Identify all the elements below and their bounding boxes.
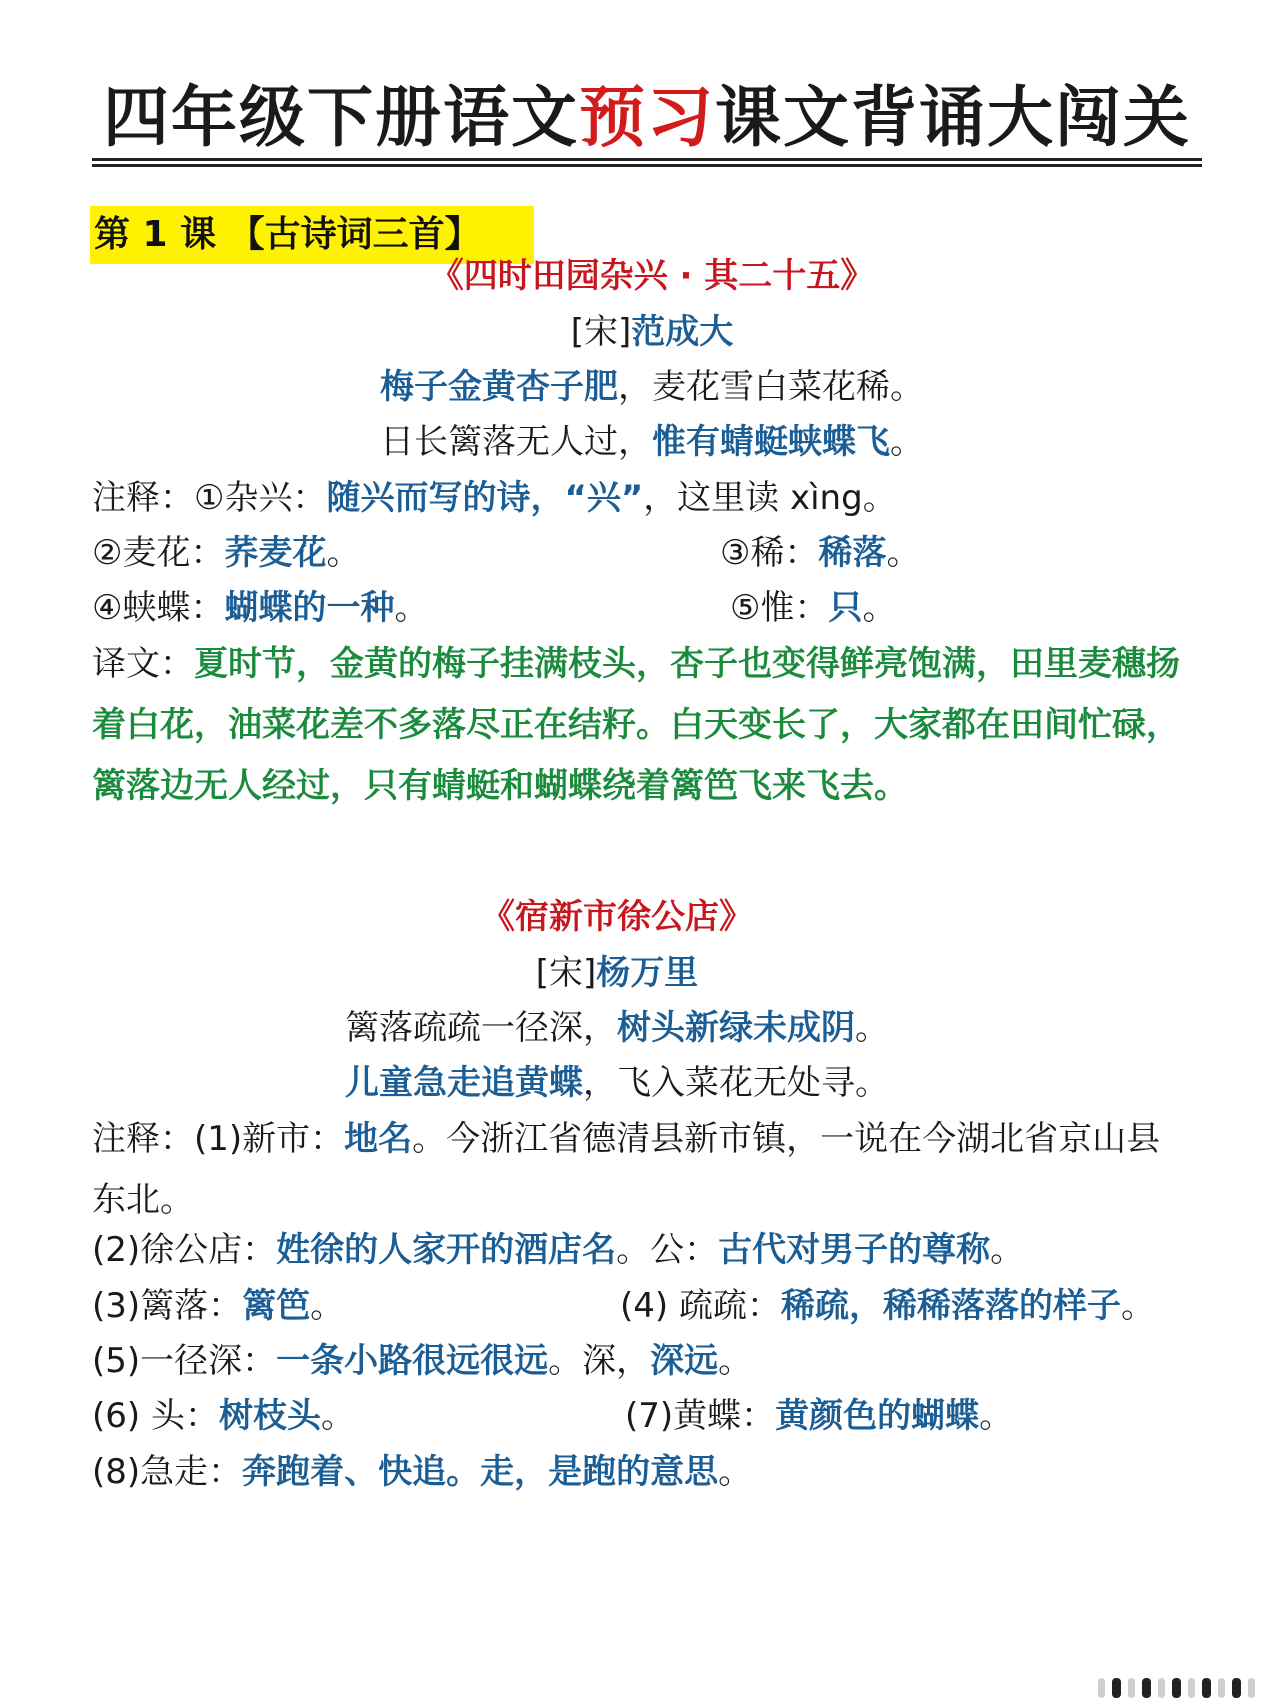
poem1-line1 xyxy=(92,357,1212,417)
note-end: 。 xyxy=(310,1286,345,1326)
note-text: 地名 xyxy=(344,1119,413,1159)
note-text-2: 深远 xyxy=(650,1341,719,1381)
note-label: ⑤惟： xyxy=(730,588,829,628)
note-end: 。 xyxy=(326,533,361,573)
note-text: 稀落 xyxy=(818,533,887,573)
poem1-line1-a: 梅子金黄杏子肥 xyxy=(380,367,618,407)
decor-bar xyxy=(1098,1678,1105,1698)
poem1-translation xyxy=(92,634,1212,817)
poem2-author-line xyxy=(92,943,1142,1003)
decor-bar xyxy=(1202,1678,1211,1698)
poem2-line2 xyxy=(92,1053,1142,1113)
note-end: 。 xyxy=(886,533,921,573)
note-label: ③稀： xyxy=(720,533,819,573)
note-text: 树枝头 xyxy=(218,1396,321,1436)
poem1-line2-c: 。 xyxy=(890,422,924,462)
translation-label: 译文： xyxy=(92,644,194,684)
note-text-2: 古代对男子的尊称 xyxy=(718,1230,991,1270)
poem1-dynasty: [宋] xyxy=(570,312,632,352)
title-rule-bottom xyxy=(92,164,1202,167)
poem2-line2-a: 儿童急走追黄蝶 xyxy=(345,1063,583,1103)
note-text: 荞麦花 xyxy=(224,533,327,573)
note-label: (6) 头： xyxy=(92,1396,219,1436)
decor-bar xyxy=(1142,1678,1151,1698)
note-text: 姓徐的人家开的酒店名 xyxy=(276,1230,617,1270)
poem1-note5 xyxy=(730,578,1200,638)
note-text: 黄颜色的蝴蝶 xyxy=(775,1396,980,1436)
poem1-author-line xyxy=(92,302,1212,362)
note-label: (3)篱落： xyxy=(92,1286,243,1326)
poem1-note1 xyxy=(92,468,1212,528)
decor-bar xyxy=(1128,1678,1135,1698)
poem1-line2-a: 日长篱落无人过， xyxy=(380,422,652,462)
poem2-note5 xyxy=(92,1331,1212,1391)
note-mid: 。深， xyxy=(548,1341,651,1381)
poem2-note8 xyxy=(92,1442,1212,1502)
poem2-note2 xyxy=(92,1220,1212,1280)
title-highlight: 预习 xyxy=(579,78,715,156)
poem1-note3 xyxy=(720,523,1200,583)
note-label: 注释：(1)新市： xyxy=(92,1119,345,1159)
poem1-line2 xyxy=(92,412,1212,472)
poem1-line1-b: ，麦花雪白菜花稀。 xyxy=(618,367,924,407)
note-end: 。 xyxy=(1120,1286,1155,1326)
decor-bar xyxy=(1232,1678,1241,1698)
note-label: ④蛱蝶： xyxy=(92,588,225,628)
title-part-a: 四年级下册语文 xyxy=(103,78,579,156)
poem2-author: 杨万里 xyxy=(596,953,699,993)
page-title xyxy=(92,72,1202,162)
note-end: 。 xyxy=(718,1341,753,1381)
note-label: (7)黄蝶： xyxy=(625,1396,776,1436)
note-end: 。 xyxy=(718,1452,753,1492)
poem2-dynasty: [宋] xyxy=(535,953,597,993)
note-text: 一条小路很远很远 xyxy=(276,1341,549,1381)
title-part-b: 课文背诵大闯关 xyxy=(715,78,1191,156)
poem2-line2-b: ，飞入菜花无处寻。 xyxy=(583,1063,889,1103)
poem2-note7 xyxy=(625,1386,1210,1446)
poem2-line1-a: 篱落疏疏一径深， xyxy=(345,1008,617,1048)
note-label: ②麦花： xyxy=(92,533,225,573)
decor-bar xyxy=(1158,1678,1165,1698)
note-text: 蝴蝶的一种 xyxy=(224,588,395,628)
note-label: 注释：①杂兴： xyxy=(92,478,327,518)
decor-bar xyxy=(1112,1678,1121,1698)
note-text: 奔跑着、快追。走，是跑的意思 xyxy=(242,1452,719,1492)
decor-bar xyxy=(1172,1678,1181,1698)
note-label: (5)一径深： xyxy=(92,1341,277,1381)
decor-bar xyxy=(1218,1678,1225,1698)
note-end: 。 xyxy=(990,1230,1025,1270)
poem2-line1-b: 树头新绿未成阴 xyxy=(617,1008,855,1048)
note-tail: 。今浙江省德清县新市镇，一说在今湖北省京山县东北。 xyxy=(92,1119,1161,1220)
decor-bar xyxy=(1248,1678,1255,1698)
lesson-label: 第 1 课 【古诗词三首】 xyxy=(90,206,534,264)
note-end: 。 xyxy=(320,1396,355,1436)
decor-bar xyxy=(1188,1678,1195,1698)
note-label: (4) 疏疏： xyxy=(620,1286,781,1326)
poem1-line2-b: 惟有蜻蜓蛱蝶飞 xyxy=(652,422,890,462)
translation-text: 夏时节，金黄的梅子挂满枝头，杏子也变得鲜亮饱满，田里麦穗扬着白花，油菜花差不多落尽正在结籽。白天变长了，大家都在田间忙碌，篱落边无人经过，只有蜻蜓和蝴蝶绕着篱笆飞来飞去。 xyxy=(92,644,1180,806)
poem2-note4 xyxy=(620,1276,1210,1336)
note-label: (2)徐公店： xyxy=(92,1230,277,1270)
note-tail: ，这里读 xìng。 xyxy=(643,478,897,518)
poem2-line1-c: 。 xyxy=(855,1008,889,1048)
poem2-note1 xyxy=(92,1109,1192,1231)
poem1-author: 范成大 xyxy=(631,312,734,352)
note-mid: 。公： xyxy=(616,1230,719,1270)
note-text: 篱笆 xyxy=(242,1286,311,1326)
poem2-line1 xyxy=(92,998,1142,1058)
note-text: 只 xyxy=(828,588,863,628)
note-end: 。 xyxy=(394,588,429,628)
note-text: 随兴而写的诗，“兴” xyxy=(326,478,644,518)
poem2-title: 《宿新市徐公店》 xyxy=(481,897,753,937)
note-end: 。 xyxy=(979,1396,1014,1436)
poem1-title: 《四时田园杂兴 · 其二十五》 xyxy=(429,256,875,296)
note-label: (8)急走： xyxy=(92,1452,243,1492)
title-rule-top xyxy=(92,158,1202,161)
note-end: 。 xyxy=(862,588,897,628)
note-text: 稀疏，稀稀落落的样子 xyxy=(780,1286,1121,1326)
